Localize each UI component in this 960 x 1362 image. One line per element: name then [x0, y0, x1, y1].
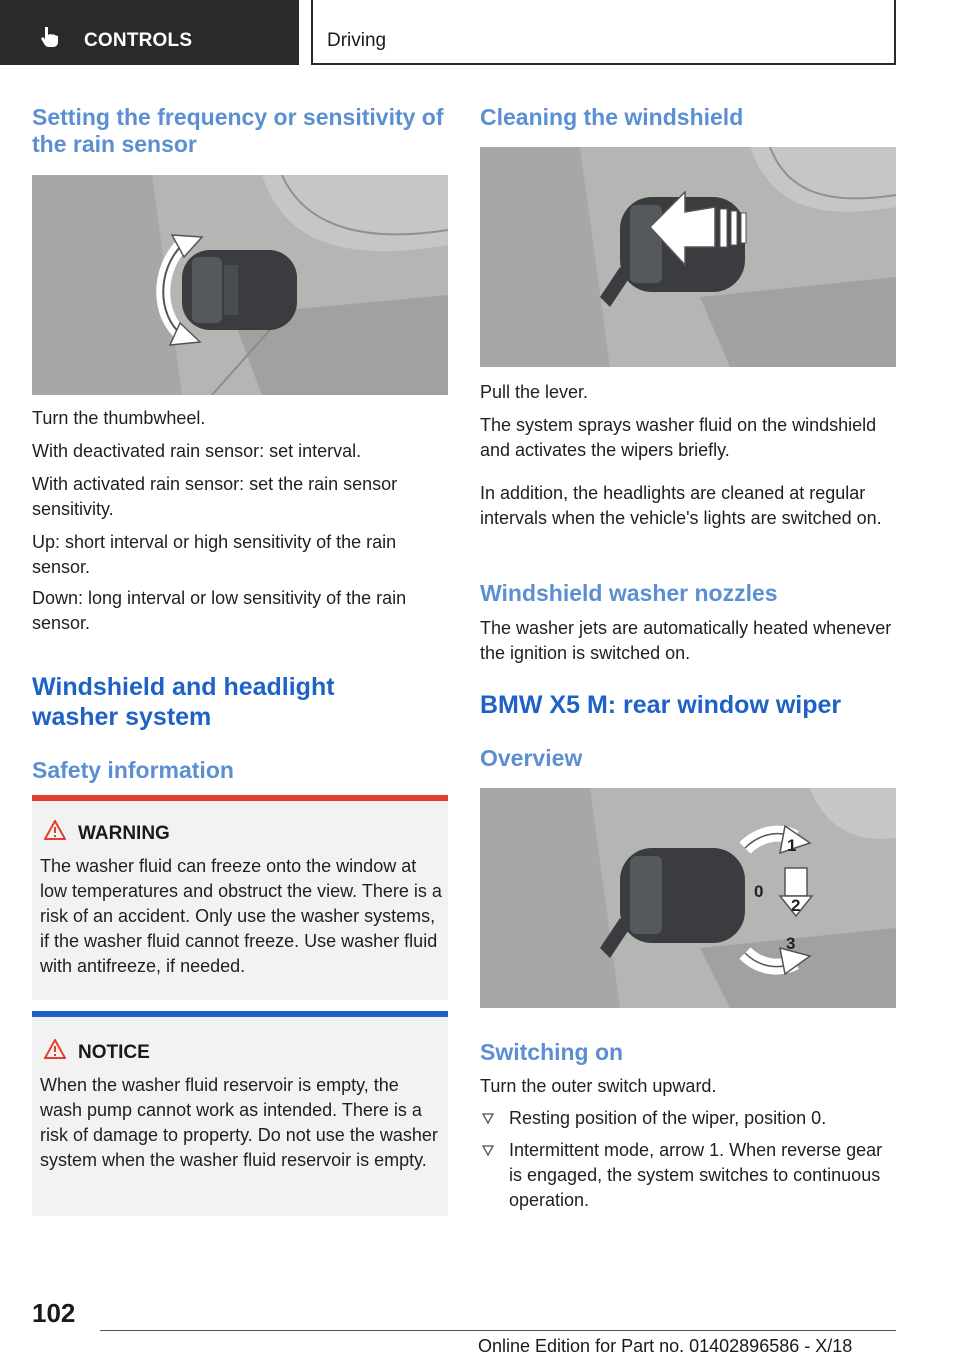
- cleaning-paragraph-3: In addition, the headlights are cleaned at regular intervals when the vehicle's lights are switched on.: [480, 483, 882, 528]
- thumbwheel-illustration: [32, 175, 448, 395]
- rear-wiper-heading: BMW X5 M: rear window wiper: [480, 691, 842, 719]
- warning-triangle-icon: [44, 820, 66, 840]
- safety-information-heading: Safety information: [32, 757, 234, 783]
- notice-box: [32, 1011, 448, 1216]
- switching-on-heading: Switching on: [480, 1039, 624, 1065]
- warning-bar: [32, 795, 448, 801]
- rain-sensor-heading: Setting the frequency or sensitivity of the rain sensor: [32, 104, 444, 157]
- rain-paragraph-4: Up: short interval or high sensitivity of the rain sensor.: [32, 532, 397, 577]
- page-number: 102: [32, 1298, 76, 1328]
- rain-paragraph-5: Down: long interval or low sensitivity of the rain sensor.: [32, 588, 407, 633]
- cleaning-heading: Cleaning the windshield: [480, 104, 744, 130]
- notice-triangle-icon: [44, 1039, 66, 1059]
- hand-pointer-icon: [38, 24, 62, 48]
- footer-divider: [100, 1330, 896, 1331]
- header-chapter-label: Driving: [327, 30, 387, 51]
- windshield-cleaning-illustration: [480, 147, 896, 367]
- rain-paragraph-2: With deactivated rain sensor: set interval.: [32, 441, 362, 461]
- bullet-text: Resting position of the wiper, position 0.: [509, 1108, 827, 1128]
- cleaning-paragraph-2: The system sprays washer fluid on the windshield and activates the wipers briefly.: [480, 415, 877, 460]
- warning-text: The washer fluid can freeze onto the window at low temperatures and obstruct the view. There is a risk of an accident. Only use the washer systems, if the washer fluid cannot freeze. Use washer fluid with antifreeze, if needed.: [40, 856, 442, 976]
- bullet-text: Intermittent mode, arrow 1. When reverse gear is engaged, the system switches to continuous operation.: [509, 1140, 883, 1210]
- rain-paragraph-1: Turn the thumbwheel.: [32, 408, 206, 428]
- rain-paragraph-3: With activated rain sensor: set the rain sensor sensitivity.: [32, 474, 398, 519]
- overview-label-2: 2: [791, 896, 801, 915]
- bullet-triangle-icon: [482, 1145, 494, 1157]
- notice-text: When the washer fluid reservoir is empty, the wash pump cannot work as intended. There is a risk of damage to property. Do not use the washer system when the washer fluid reservoir is empty.: [40, 1075, 438, 1170]
- overview-label-0: 0: [754, 882, 764, 901]
- nozzles-heading: Windshield washer nozzles: [480, 580, 778, 606]
- warning-title: WARNING: [78, 823, 170, 844]
- header-chapter-tab: [311, 0, 896, 65]
- overview-heading: Overview: [480, 745, 583, 771]
- overview-label-3: 3: [786, 934, 796, 953]
- warning-box: [32, 795, 448, 1000]
- header-section-tab: [0, 0, 299, 65]
- switching-on-text: Turn the outer switch upward.: [480, 1076, 717, 1096]
- nozzles-text: The washer jets are automatically heated whenever the ignition is switched on.: [480, 618, 892, 663]
- rear-wiper-overview-illustration: [480, 788, 896, 1008]
- bullet-triangle-icon: [482, 1113, 494, 1125]
- header-section-label: CONTROLS: [84, 30, 193, 51]
- cleaning-paragraph-1: Pull the lever.: [480, 382, 589, 402]
- overview-label-1: 1: [787, 836, 797, 855]
- footer-edition: Online Edition for Part no. 01402896586 - X/18: [478, 1336, 853, 1356]
- notice-bar: [32, 1011, 448, 1017]
- washer-system-heading: Windshield and headlight washer system: [32, 673, 335, 731]
- notice-title: NOTICE: [78, 1042, 150, 1063]
